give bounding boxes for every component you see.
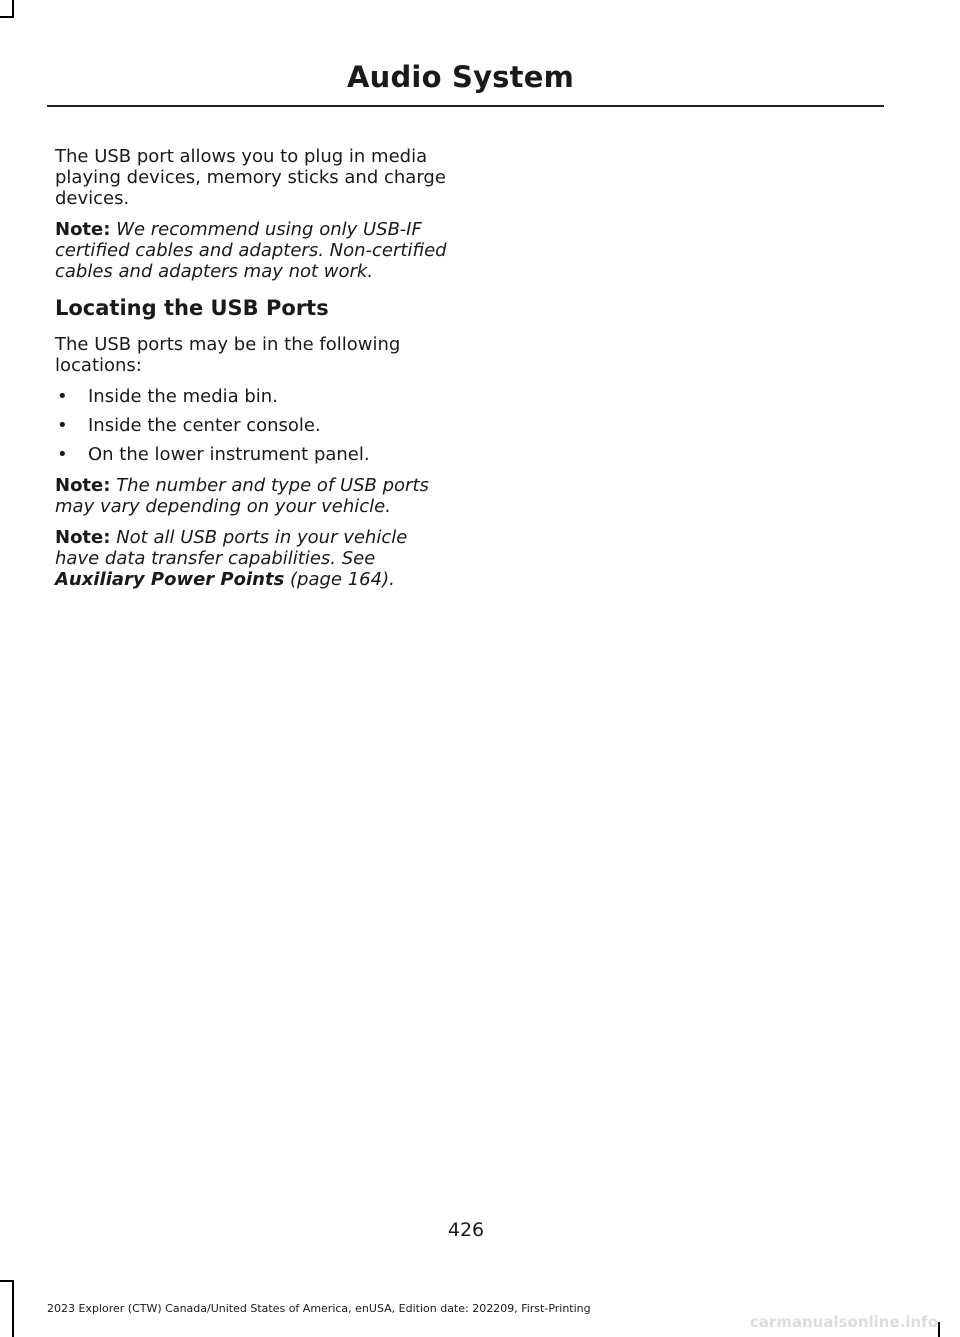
crop-mark-bottom-left (12, 1282, 14, 1337)
list-item-text: On the lower instrument panel. (88, 444, 370, 465)
page-title: Audio System (346, 60, 574, 94)
intro-paragraph: The USB port allows you to plug in media playing devices, memory sticks and charge devices. (55, 146, 446, 209)
edition-footer: 2023 Explorer (CTW) Canada/United States of America, enUSA, Edition date: 202209, First-Printing (47, 1302, 591, 1315)
section-heading: Locating the USB Ports (55, 296, 329, 320)
locations-list (55, 386, 450, 465)
main-content (55, 146, 450, 600)
page-number: 426 (447, 1219, 485, 1241)
note-label: Note: (55, 475, 111, 496)
crop-mark-bottom-left-h (0, 1280, 14, 1282)
note-data-transfer (55, 527, 450, 590)
watermark-logo: carmanualsonline.info (749, 1313, 938, 1331)
list-item (55, 444, 450, 465)
note-recommend-cables (55, 219, 450, 282)
locations-intro: The USB ports may be in the following locations: (55, 334, 401, 376)
note-text: The number and type of USB ports may vary depending on your vehicle. (55, 475, 429, 517)
bullet-icon: • (57, 415, 68, 436)
note-text: Not all USB ports in your vehicle have data transfer capabilities. See (55, 527, 408, 569)
page-reference: (page 164). (290, 569, 395, 590)
list-item (55, 415, 450, 436)
crop-mark-top-left (12, 0, 14, 16)
title-divider (47, 105, 884, 107)
bullet-icon: • (57, 386, 68, 407)
crop-mark-bottom-right (938, 1322, 940, 1337)
note-label: Note: (55, 527, 111, 548)
list-item (55, 386, 450, 407)
list-item-text: Inside the media bin. (88, 386, 278, 407)
crop-mark-top-left-h (0, 16, 14, 18)
note-port-types (55, 475, 450, 517)
note-text: We recommend using only USB-IF certified cables and adapters. Non-certified cables and adapters may not work. (55, 219, 447, 282)
bullet-icon: • (57, 444, 68, 465)
list-item-text: Inside the center console. (88, 415, 321, 436)
cross-reference-link[interactable]: Auxiliary Power Points (55, 569, 285, 590)
note-label: Note: (55, 219, 111, 240)
